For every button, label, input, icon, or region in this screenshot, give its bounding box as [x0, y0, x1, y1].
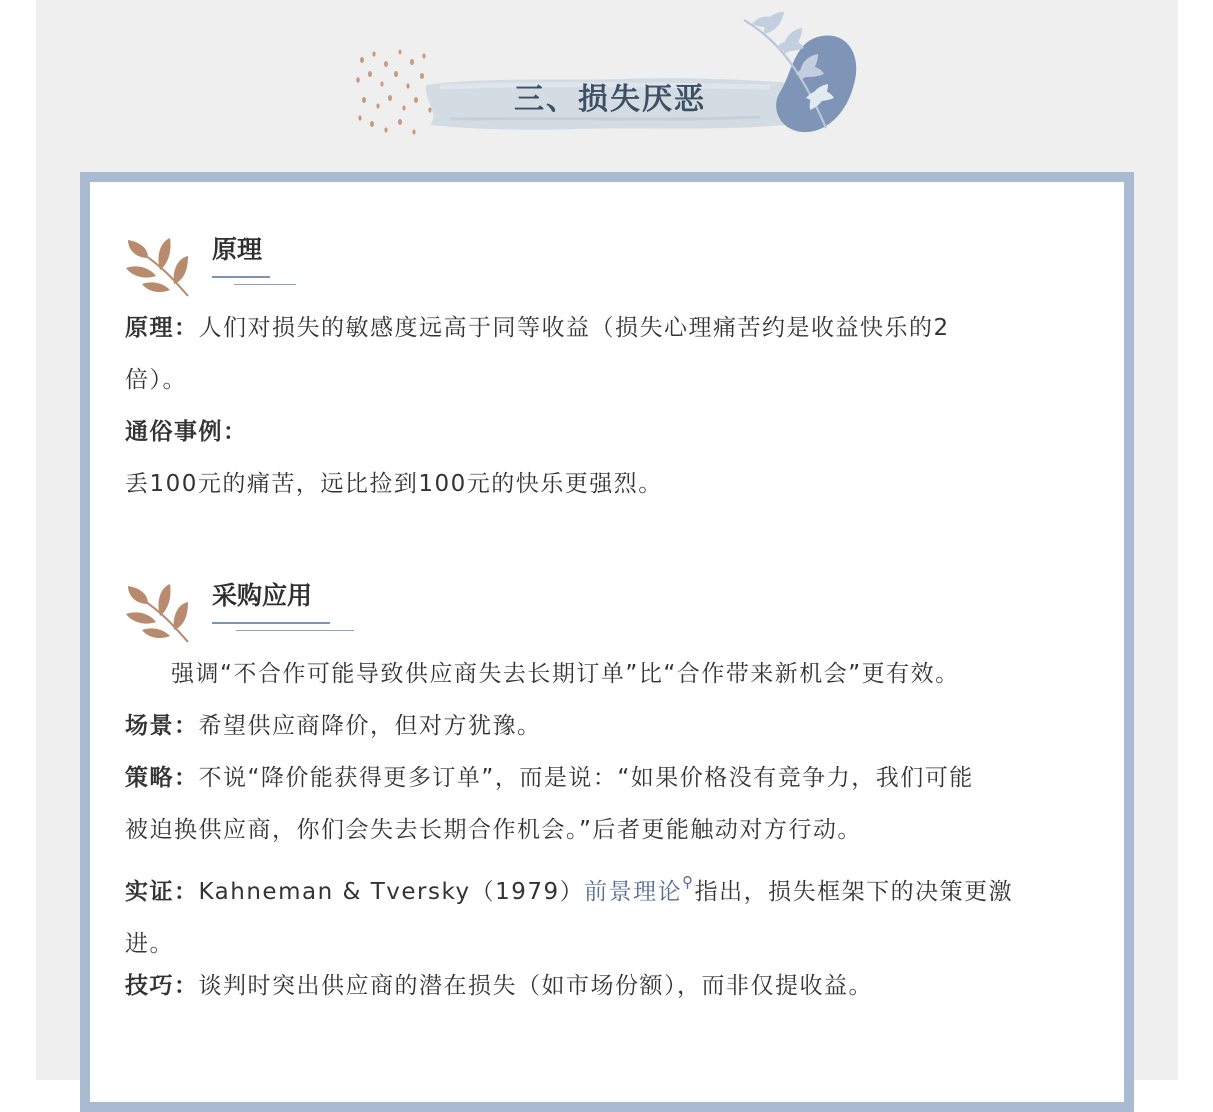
- evidence-text-line2: 进。: [125, 931, 174, 957]
- section-header: [340, 10, 880, 150]
- principle-text-line1: 人们对损失的敏感度远高于同等收益（损失心理痛苦约是收益快乐的2: [198, 315, 950, 341]
- evidence-pre-text: Kahneman & Tversky（1979）: [198, 879, 585, 905]
- strategy-text-line1: 不说“降价能获得更多订单”，而是说：“如果价格没有竞争力，我们可能: [198, 765, 974, 791]
- strategy-paragraph: [125, 752, 1095, 856]
- tip-label: 技巧：: [125, 973, 199, 999]
- strategy-text-line2: 被迫换供应商，你们会失去长期合作机会。”后者更能触动对方行动。: [125, 817, 862, 843]
- strategy-label: 策略：: [125, 765, 199, 791]
- brown-leaf-sprig-icon: [126, 576, 196, 646]
- blue-leaf-decoration-icon: [740, 10, 865, 140]
- tip-text: 谈判时突出供应商的潜在损失（如市场份额），而非仅提收益。: [198, 973, 873, 999]
- evidence-paragraph: [125, 856, 1095, 970]
- heading-underline-secondary: [236, 630, 354, 631]
- scene-text: 希望供应商降价，但对方犹豫。: [198, 713, 542, 739]
- tip-paragraph: [125, 960, 1095, 1012]
- principle-text-line2: 倍）。: [125, 367, 187, 393]
- search-icon[interactable]: ⚲: [682, 873, 695, 891]
- brown-leaf-sprig-icon: [126, 230, 196, 300]
- scene-paragraph: [125, 700, 1095, 752]
- heading-underline: [212, 276, 270, 278]
- scene-label: 场景：: [125, 713, 199, 739]
- example-text: 丢100元的痛苦，远比捡到100元的快乐更强烈。: [125, 471, 663, 497]
- heading-underline-secondary: [234, 284, 296, 285]
- example-label: 通俗事例：: [125, 419, 248, 445]
- principle-paragraph: [125, 302, 1095, 406]
- evidence-post-text: 指出，损失框架下的决策更激: [694, 879, 1014, 905]
- application-heading-label: 采购应用: [212, 581, 313, 610]
- principle-heading-label: 原理: [212, 235, 263, 264]
- application-intro: [125, 648, 1095, 700]
- example-paragraph: [125, 406, 1095, 510]
- heading-underline: [212, 622, 330, 624]
- prospect-theory-link[interactable]: 前景理论: [584, 879, 683, 905]
- evidence-label: 实证：: [125, 879, 199, 905]
- principle-label: 原理：: [125, 315, 199, 341]
- section-title: 三、损失厌恶: [514, 82, 706, 117]
- principle-heading: [126, 230, 326, 300]
- application-heading: [126, 576, 386, 646]
- application-intro-text: 强调“不合作可能导致供应商失去长期订单”比“合作带来新机会”更有效。: [171, 661, 960, 687]
